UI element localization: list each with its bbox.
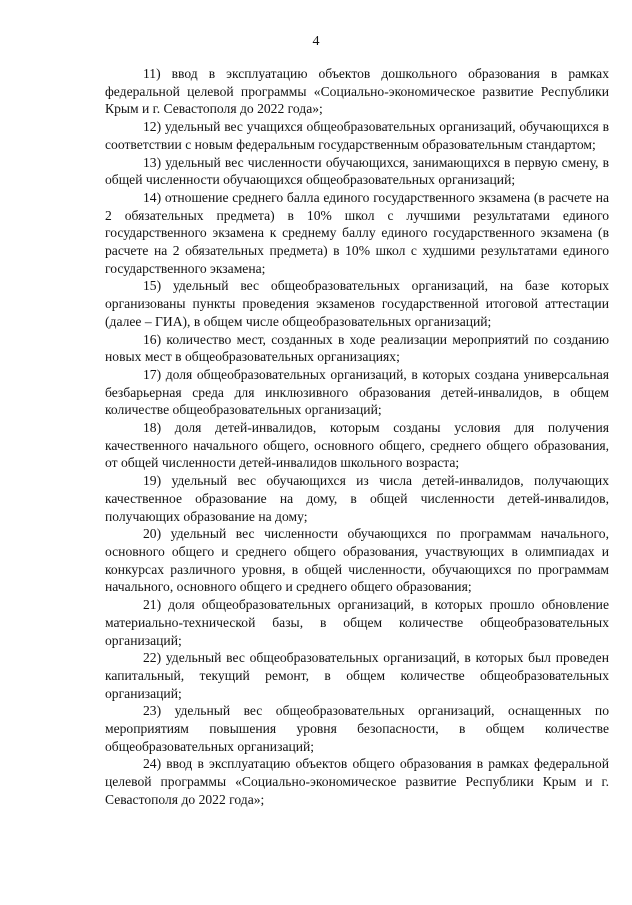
list-item-14: 14) отношение среднего балла единого государственного экзамена (в расчете на 2 обязательных предмета) в 10% школ с лучшими результатами единого государственного экзамена к среднему баллу единого государственного экзамена (в расчете на 2 обязательных предмета) в 10% школ с худшими результатами единого государственного экзамена; xyxy=(105,189,609,276)
list-item-20: 20) удельный вес численности обучающихся по программам начального, основного общего и среднего общего образования, участвующих в олимпиадах и конкурсах различного уровня, в общей численности, обучающихся по программам начального, основного общего и среднего общего образования; xyxy=(105,526,609,595)
list-item-11: 11) ввод в эксплуатацию объектов дошкольного образования в рамках федеральной целевой программы «Социально-экономическое развитие Республики Крым и г. Севастополя до 2022 года»; xyxy=(105,66,609,117)
list-item-13: 13) удельный вес численности обучающихся, занимающихся в первую смену, в общей численности обучающихся общеобразовательных организаций; xyxy=(105,154,609,188)
list-item-22: 22) удельный вес общеобразовательных организаций, в которых был проведен капитальный, текущий ремонт, в общем количестве общеобразовательных организаций; xyxy=(105,650,609,701)
list-item-16: 16) количество мест, созданных в ходе реализации мероприятий по созданию новых мест в общеобразовательных организациях; xyxy=(105,331,609,365)
list-item-24: 24) ввод в эксплуатацию объектов общего образования в рамках федеральной целевой программы «Социально-экономическое развитие Республики Крым и г. Севастополя до 2022 года»; xyxy=(105,756,609,807)
list-item-17: 17) доля общеобразовательных организаций, в которых создана универсальная безбарьерная среда для инклюзивного образования детей-инвалидов, в общем количестве общеобразовательных организаций; xyxy=(105,366,609,418)
list-item-15: 15) удельный вес общеобразовательных организаций, на базе которых организованы пункты проведения экзаменов государственной итоговой аттестации (далее – ГИА), в общем числе общеобразовательных организаций; xyxy=(105,278,609,329)
list-item-23: 23) удельный вес общеобразовательных организаций, оснащенных по мероприятиям повышения уровня безопасности, в общем количестве общеобразовательных организаций; xyxy=(105,703,609,754)
list-item-12: 12) удельный вес учащихся общеобразовательных организаций, обучающихся в соответствии с новым федеральным государственным образовательным стандартом; xyxy=(105,119,609,152)
list-item-18: 18) доля детей-инвалидов, которым созданы условия для получения качественного начального общего, основного общего, среднего общего образования, от общей численности детей-инвалидов школьного возраста; xyxy=(105,420,609,471)
page-number: 4 xyxy=(312,34,320,49)
list-item-21: 21) доля общеобразовательных организаций, в которых прошло обновление материально-технической базы, в общем количестве общеобразовательных организаций; xyxy=(105,597,609,648)
document-body xyxy=(105,65,609,809)
list-item-19: 19) удельный вес обучающихся из числа детей-инвалидов, получающих качественное образование на дому, в общей численности детей-инвалидов, получающих образование на дому; xyxy=(105,473,609,524)
